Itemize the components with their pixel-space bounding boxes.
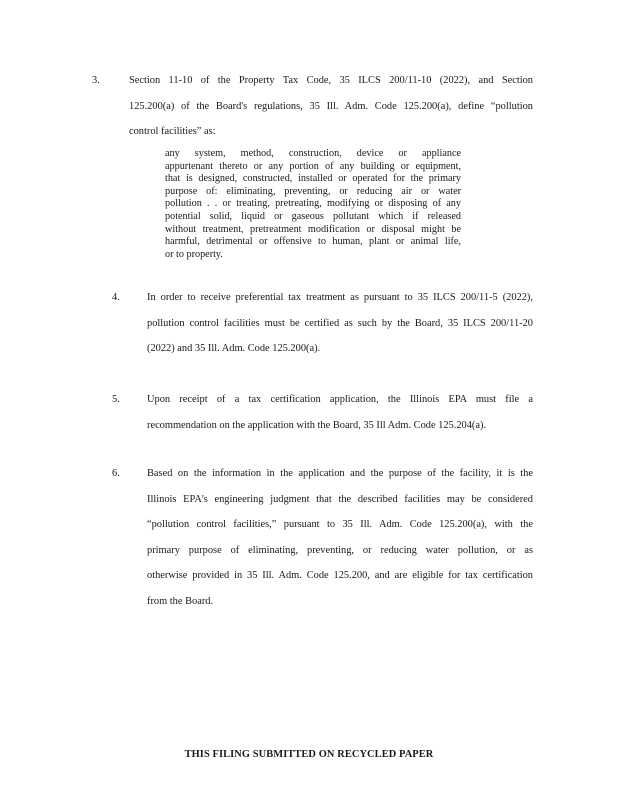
paragraph-3-line-3: control facilities” as: xyxy=(129,126,216,137)
quote-line-2: appurtenant thereto or any portion of any building or equipment, xyxy=(165,160,461,172)
quote-line-6: potential solid, liquid or gaseous pollutant which if released xyxy=(165,210,461,222)
paragraph-5-number: 5. xyxy=(112,394,120,405)
paragraph-6-line-3: “pollution control facilities,” pursuant to 35 Ill. Adm. Code 125.200(a), with the xyxy=(147,519,533,530)
paragraph-3-line-1: Section 11-10 of the Property Tax Code, 35 ILCS 200/11-10 (2022), and Section xyxy=(129,75,533,86)
paragraph-6-line-1: Based on the information in the application and the purpose of the facility, it is the xyxy=(147,468,533,479)
paragraph-6-line-4: primary purpose of eliminating, preventing, or reducing water pollution, or as xyxy=(147,544,533,556)
paragraph-3 xyxy=(129,68,533,145)
paragraph-4 xyxy=(147,285,533,362)
paragraph-5-line-1: Upon receipt of a tax certification application, the Illinois EPA must file a xyxy=(147,394,533,405)
quote-line-9: or to property. xyxy=(165,248,223,260)
paragraph-4-line-3: (2022) and 35 Ill. Adm. Code 125.200(a). xyxy=(147,343,321,354)
quote-line-8: harmful, detrimental or offensive to human, plant or animal life, xyxy=(165,236,461,248)
paragraph-4-line-1: In order to receive preferential tax treatment as pursuant to 35 ILCS 200/11-5 (2022), xyxy=(147,292,533,303)
recycled-paper-footer: THIS FILING SUBMITTED ON RECYCLED PAPER xyxy=(184,749,434,760)
paragraph-6-line-6: from the Board. xyxy=(147,595,214,607)
paragraph-6-line-2: Illinois EPA's engineering judgment that the described facilities may be considered xyxy=(147,493,533,505)
quote-line-1: any system, method, construction, device or appliance xyxy=(165,148,461,159)
paragraph-6-line-5: otherwise provided in 35 Ill. Adm. Code 125.200, and are eligible for tax certification xyxy=(147,570,533,581)
definition-quote xyxy=(165,148,461,261)
paragraph-6 xyxy=(147,461,533,614)
paragraph-4-number: 4. xyxy=(112,292,120,303)
paragraph-5-line-2: recommendation on the application with the Board, 35 Ill Adm. Code 125.204(a). xyxy=(147,419,487,431)
quote-line-7: without treatment, pretreatment modification or disposal might be xyxy=(165,223,461,235)
paragraph-3-line-2: 125.200(a) of the Board's regulations, 35 Ill. Adm. Code 125.200(a), define “pollution xyxy=(129,100,533,112)
quote-line-5: pollution . . or treating, pretreating, modifying or disposing of any xyxy=(165,198,461,210)
quote-line-4: purpose of: eliminating, preventing, or reducing air or water xyxy=(165,185,461,197)
paragraph-5 xyxy=(147,387,533,438)
paragraph-6-number: 6. xyxy=(112,468,120,479)
paragraph-4-line-2: pollution control facilities must be certified as such by the Board, 35 ILCS 200/11-20 xyxy=(147,317,533,329)
paragraph-3-number: 3. xyxy=(92,75,100,86)
quote-line-3: that is designed, constructed, installed or operated for the primary xyxy=(165,173,461,185)
